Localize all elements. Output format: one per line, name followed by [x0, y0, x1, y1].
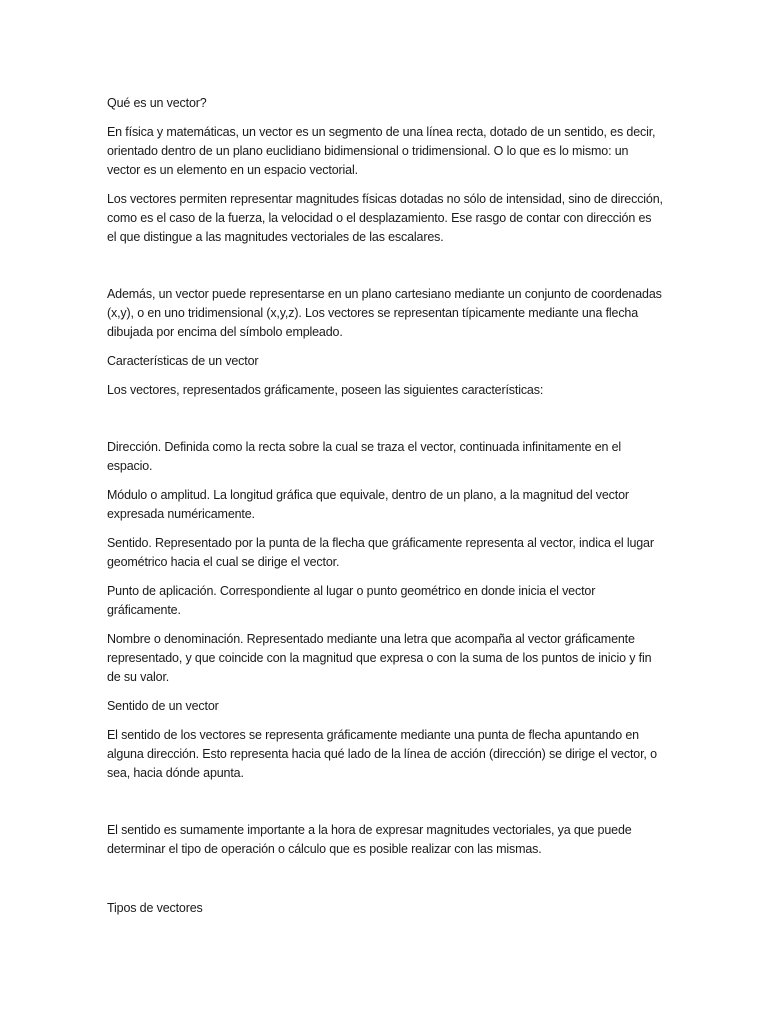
- paragraph-magnitudes: Los vectores permiten representar magnitudes físicas dotadas no sólo de intensidad, sino de dirección, como es el caso de la fuerza, la velocidad o el desplazamiento. Ese rasgo de contar con dirección es el que distingue a las magnitudes vectoriales de las escalares.: [107, 192, 663, 244]
- paragraph-nombre: Nombre o denominación. Representado mediante una letra que acompaña al vector gráficamente representado, y que coincide con la magnitud que expresa o con la suma de los puntos de inicio y fin de su valor.: [107, 632, 652, 684]
- paragraph-direccion: Dirección. Definida como la recta sobre la cual se traza el vector, continuada infinitamente en el espacio.: [107, 440, 622, 473]
- heading-sentido-de-un-vector: Sentido de un vector: [107, 699, 219, 713]
- paragraph-sentido-descripcion: El sentido de los vectores se representa gráficamente mediante una punta de flecha apuntando en alguna dirección. Esto representa hacia qué lado de la línea de acción (dirección) se dirige el vector, o sea, hacia dónde apunta.: [107, 728, 657, 780]
- paragraph-sentido-importancia: El sentido es sumamente importante a la hora de expresar magnitudes vectoriales, ya que puede determinar el tipo de operación o cálculo que es posible realizar con las mismas.: [107, 823, 632, 856]
- paragraph-caracteristicas-intro: Los vectores, representados gráficamente, poseen las siguientes características:: [107, 383, 544, 397]
- heading-tipos-de-vectores: Tipos de vectores: [107, 901, 203, 915]
- heading-caracteristicas: Características de un vector: [107, 354, 259, 368]
- heading-que-es-un-vector: Qué es un vector?: [107, 96, 207, 110]
- paragraph-sentido: Sentido. Representado por la punta de la flecha que gráficamente representa al vector, indica el lugar geométrico hacia el cual se dirige el vector.: [107, 536, 654, 569]
- paragraph-definicion: En física y matemáticas, un vector es un segmento de una línea recta, dotado de un sentido, es decir, orientado dentro de un plano euclidiano bidimensional o tridimensional. O lo que es lo mismo: un vector es un elemento en un espacio vectorial.: [107, 125, 656, 177]
- paragraph-modulo: Módulo o amplitud. La longitud gráfica que equivale, dentro de un plano, a la magnitud del vector expresada numéricamente.: [107, 488, 629, 521]
- paragraph-punto-aplicacion: Punto de aplicación. Correspondiente al lugar o punto geométrico en donde inicia el vector gráficamente.: [107, 584, 596, 617]
- document-body: [107, 94, 663, 928]
- paragraph-plano-cartesiano: Además, un vector puede representarse en un plano cartesiano mediante un conjunto de coordenadas (x,y), o en uno tridimensional (x,y,z). Los vectores se representan típicamente mediante una flecha dibujada por encima del símbolo empleado.: [107, 287, 662, 339]
